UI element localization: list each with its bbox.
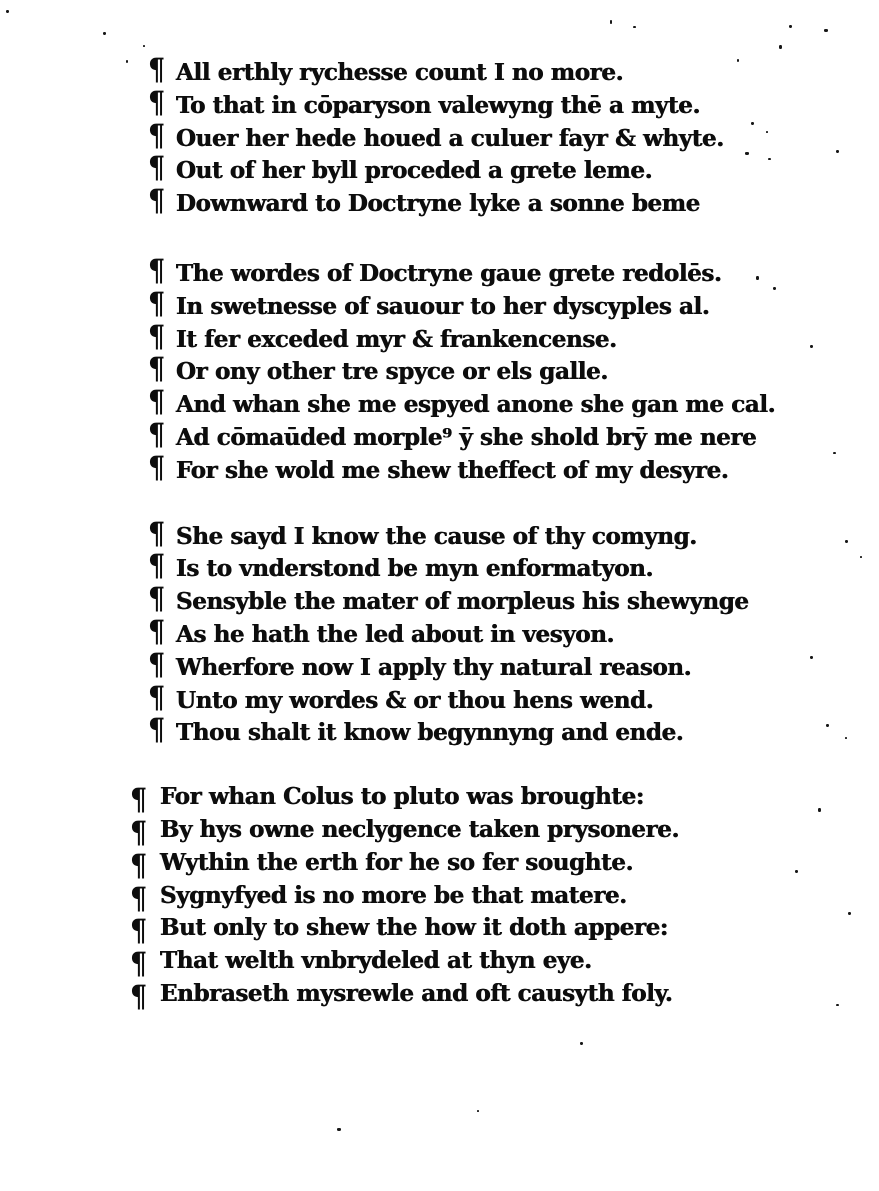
pilcrow-icon: ¶ [148,150,165,186]
pilcrow-icon: ¶ [148,319,165,354]
scan-noise-speck [143,45,145,47]
scan-noise-speck [810,656,813,659]
scan-noise-speck [610,20,612,24]
pilcrow-icon: ¶ [148,118,165,153]
verse-text: Out of her byll proceded a grete leme. [175,157,652,185]
verse-line [148,548,775,587]
stanza-3 [148,516,775,752]
pilcrow-icon: ¶ [148,516,165,551]
verse-line [130,848,775,883]
verse-line [148,712,775,751]
verse-text: She sayd I know the cause of thy comyng. [175,522,697,550]
scan-noise-speck [789,25,792,28]
scan-noise-speck [6,10,9,13]
pilcrow-icon: ¶ [148,253,165,289]
verse-line [148,85,775,124]
verse-line [148,319,775,358]
pilcrow-icon: ¶ [148,183,165,219]
scan-noise-speck [126,60,128,63]
verse-text: By hys owne neclygence taken prysonere. [159,815,679,843]
pilcrow-icon: ¶ [148,85,165,121]
verse-text: Is to vnderstond be myn enformatyon. [175,555,653,583]
pilcrow-icon: ¶ [148,384,165,420]
scan-noise-speck [860,556,862,558]
scan-noise-speck [836,1004,839,1006]
verse-text: But only to shew the how it doth appere: [159,914,668,942]
verse-line [148,52,775,91]
verse-line [148,680,775,719]
verse-text: For she wold me shew theffect of my desyre. [175,456,729,484]
verse-text: Ouer her hede houed a culuer fayr & whyte. [175,124,724,152]
pilcrow-icon: ¶ [130,881,147,916]
verse-text: As he hath the led about in vesyon. [175,620,614,648]
verse-line [130,979,775,1015]
pilcrow-icon: ¶ [130,946,147,982]
verse-text: That welth vnbrydeled at thyn eye. [159,947,592,975]
scan-noise-speck [477,1110,479,1112]
pilcrow-icon: ¶ [148,548,165,584]
verse-line [148,417,775,456]
verse-line [148,150,775,189]
verse-text-block [130,52,776,1015]
verse-line [148,614,775,653]
verse-text: Enbraseth mysrewle and oft causyth foly. [159,979,673,1007]
verse-line [148,118,775,157]
stanza-4 [130,782,775,1015]
verse-line [148,253,775,292]
scan-noise-speck [833,452,836,454]
stanza-2 [148,253,776,489]
verse-text: Wythin the erth for he so fer soughte. [159,848,633,876]
pilcrow-icon: ¶ [148,680,165,715]
verse-text: In swetnesse of sauour to her dyscyples al. [175,292,710,320]
scan-noise-speck [824,29,828,32]
pilcrow-icon: ¶ [148,286,165,322]
verse-text: All erthly rychesse count I no more. [175,59,623,86]
verse-text: The wordes of Doctryne gaue grete redolēs. [175,259,722,287]
verse-text: Ad cōmaūded morple⁹ ȳ she shold brȳ me nere [175,423,757,451]
verse-text: Thou shalt it know begynnyng and ende. [175,719,684,747]
pilcrow-icon: ¶ [148,52,165,88]
scan-noise-speck [756,276,759,280]
verse-text: Unto my wordes & or thou hens wend. [175,686,654,714]
pilcrow-icon: ¶ [130,979,147,1015]
scan-noise-speck [779,45,782,49]
pilcrow-icon: ¶ [148,351,165,387]
scan-noise-speck [737,59,739,62]
scan-noise-speck [103,32,106,35]
verse-text: It fer exceded myr & frankencense. [175,325,617,353]
scan-noise-speck [745,152,749,155]
scan-noise-speck [580,1042,583,1045]
scan-noise-speck [768,158,771,160]
scan-noise-speck [810,345,813,348]
pilcrow-icon: ¶ [148,417,165,453]
scan-noise-speck [751,122,754,125]
pilcrow-icon: ¶ [148,614,165,650]
scan-noise-speck [826,724,829,727]
verse-line [130,782,775,818]
verse-text: Or ony other tre spyce or els galle. [175,358,608,386]
verse-line [148,351,775,390]
verse-line [130,913,775,949]
scan-noise-speck [836,150,839,153]
scan-noise-speck [845,540,848,543]
scan-noise-speck [766,131,768,133]
verse-text: For whan Colus to pluto was broughte: [159,783,644,811]
verse-line [148,581,775,620]
verse-text: Wherfore now I apply thy natural reason. [175,653,692,681]
verse-text: Downward to Doctryne lyke a sonne beme [175,190,700,218]
pilcrow-icon: ¶ [130,815,147,851]
pilcrow-icon: ¶ [148,450,165,486]
verse-line [148,286,775,325]
verse-line [148,450,775,489]
verse-line [148,516,775,555]
scan-noise-speck [337,1128,341,1131]
verse-line [148,384,776,423]
pilcrow-icon: ¶ [130,913,147,949]
scan-noise-speck [845,737,847,739]
pilcrow-icon: ¶ [148,647,165,682]
stanza-1 [148,52,775,222]
pilcrow-icon: ¶ [130,848,147,883]
pilcrow-icon: ¶ [148,581,165,617]
verse-text: To that in cōparyson valewyng thē a myte. [175,91,700,119]
verse-line [148,183,775,222]
verse-text: Sygnyfyed is no more be that matere. [159,881,627,909]
verse-text: And whan she me espyed anone she gan me cal. [175,391,776,419]
scan-noise-speck [848,912,851,915]
scan-noise-speck [795,870,798,873]
scan-noise-speck [818,808,821,812]
scan-noise-speck [633,26,636,28]
verse-line [130,946,775,982]
verse-line [148,647,775,686]
verse-line [130,815,775,851]
verse-line [130,881,775,916]
pilcrow-icon: ¶ [130,782,147,818]
pilcrow-icon: ¶ [148,712,165,748]
verse-text: Sensyble the mater of morpleus his shewynge [175,588,749,616]
scan-noise-speck [773,287,776,290]
